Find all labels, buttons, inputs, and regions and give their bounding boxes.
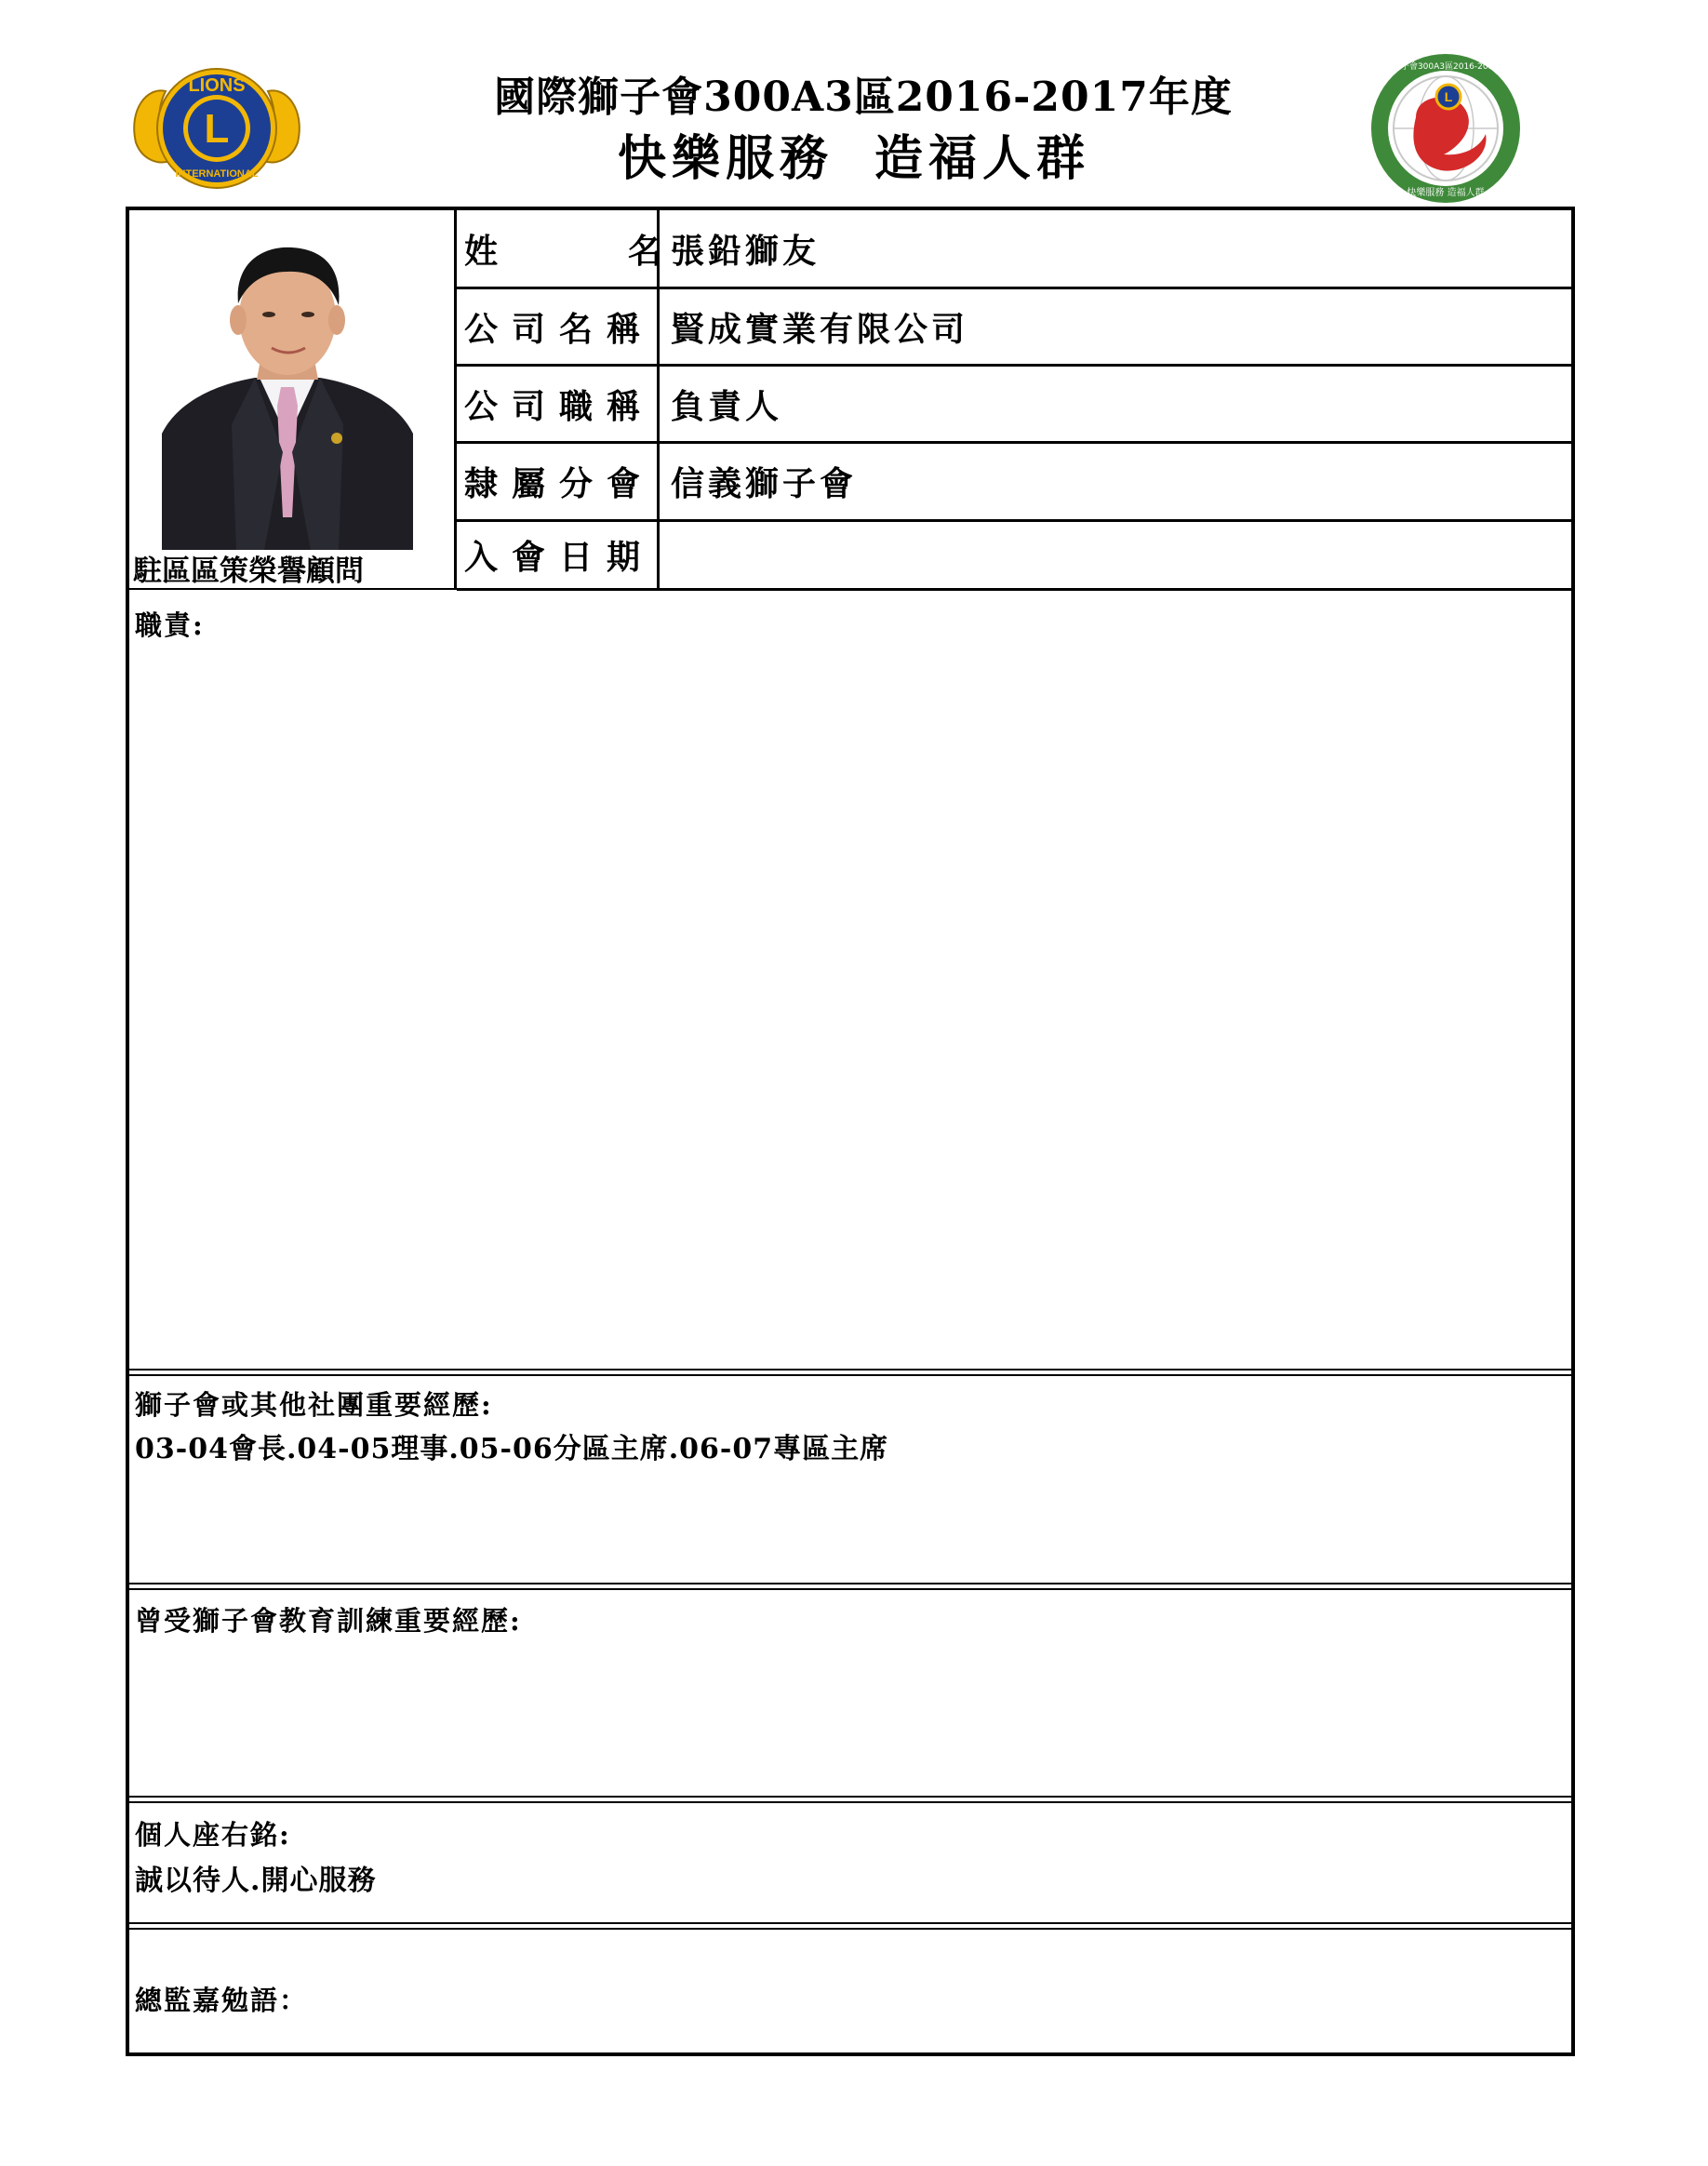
info-label-job-title: 公司職稱	[457, 367, 660, 441]
experience-body: 03-04會長.04-05理事.05-06分區主席.06-07專區主席	[135, 1433, 889, 1465]
member-photo	[162, 238, 413, 550]
profile-form	[126, 207, 1575, 2056]
training-title: 曾受獅子會教育訓練重要經歷:	[135, 1605, 522, 1637]
photo-caption: 駐區區策榮譽顧問	[133, 555, 364, 588]
info-label-club: 隸屬分會	[457, 444, 660, 519]
info-value-job-title: 負責人	[671, 386, 783, 426]
section-divider	[129, 1374, 1571, 1376]
info-row-job-title	[457, 367, 1571, 444]
lions-logo-bottom-text: INTERNATIONAL	[175, 168, 259, 180]
info-label-name-part2: 名	[628, 231, 662, 271]
info-row-name	[457, 210, 1571, 289]
district-logo-ring-text: 國際獅子會300A3區2016-2017年度	[1375, 62, 1516, 72]
info-row-company	[457, 289, 1571, 367]
district-logo-bottom-text: 快樂服務 造福人群	[1407, 188, 1485, 198]
info-label-company: 公司名稱	[457, 289, 660, 364]
section-divider	[129, 1922, 1571, 1924]
section-divider	[129, 1801, 1571, 1803]
info-value-company: 賢成實業有限公司	[671, 309, 969, 349]
duties-title: 職責:	[135, 609, 205, 641]
info-label-name	[457, 210, 660, 287]
info-value-name: 張鉛獅友	[671, 231, 821, 271]
motto-body: 誠以待人.開心服務	[135, 1865, 377, 1897]
info-label-join-date: 入會日期	[457, 522, 660, 588]
experience-title: 獅子會或其他社團重要經歷:	[135, 1389, 493, 1421]
motto-title: 個人座右銘:	[135, 1819, 291, 1851]
page-subtitle: 快樂服務 造福人群	[617, 130, 1091, 187]
info-row-club	[457, 444, 1571, 522]
section-divider	[129, 1369, 1571, 1370]
svg-text:L: L	[1444, 89, 1453, 104]
page-title: 國際獅子會300A3區2016-2017年度	[494, 74, 1233, 121]
info-value-club: 信義獅子會	[671, 464, 858, 503]
photo-cell	[129, 210, 457, 588]
governor-remarks-title: 總監嘉勉語：	[135, 1985, 309, 2016]
section-divider	[129, 1928, 1571, 1930]
info-row-join-date	[457, 522, 1571, 591]
section-divider	[129, 1796, 1571, 1798]
section-divider	[129, 1583, 1571, 1584]
district-emblem-logo	[1360, 52, 1532, 206]
lions-logo-top-text: LIONS	[188, 75, 246, 96]
section-divider	[129, 1588, 1571, 1590]
lions-logo-letter: L	[204, 106, 230, 152]
info-label-name-part1: 姓	[464, 231, 499, 271]
section-divider	[129, 588, 1571, 590]
